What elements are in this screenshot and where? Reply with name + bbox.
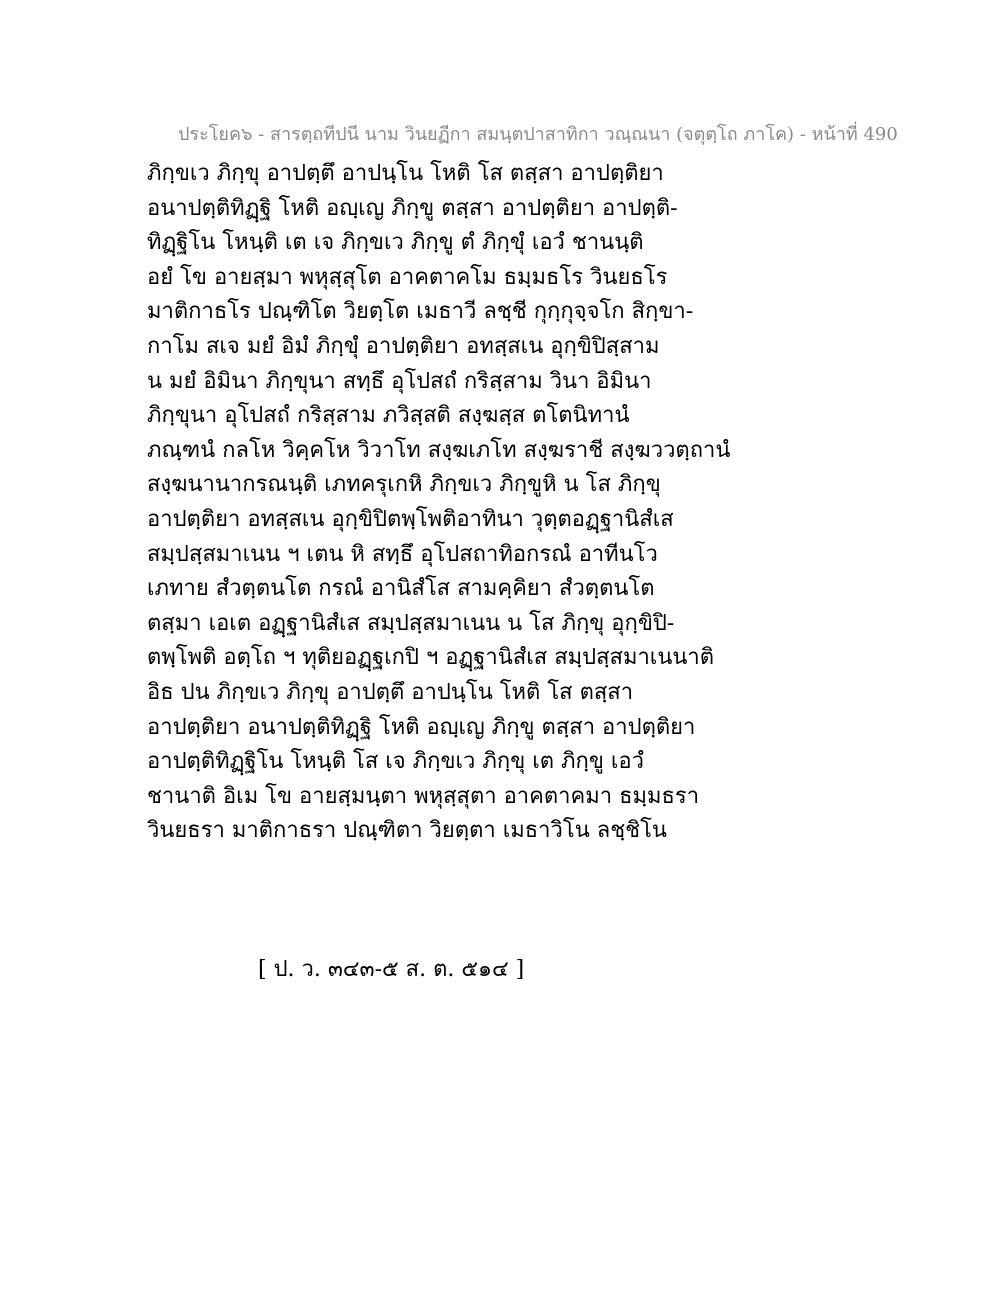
body-text: [147, 157, 731, 849]
text-line: เภทาย สํวตฺตนโต กรณํ อานิสํโส สามคฺคิยา สํวตฺตนโต: [147, 576, 655, 602]
text-line: ตสฺมา เอเต อฏฺฐานิสํเส สมฺปสฺสมาเนน น โส ภิกฺขุ อุกฺขิปิ-: [147, 610, 675, 636]
text-line: อยํ โข อายสฺมา พหุสฺสุโต อาคตาคโม ธมฺมธโร วินยธโร: [147, 264, 668, 290]
text-line: อนาปตฺติทิฏฺฐิ โหติ อญฺเญ ภิกฺขู ตสฺสา อาปตฺติยา อาปตฺติ-: [147, 195, 678, 221]
citation-reference: [ ป. ว. ๓๔๓-๕ ส. ต. ๕๑๔ ]: [258, 957, 525, 982]
text-line: อาปตฺติยา อนาปตฺติทิฏฺฐิ โหติ อญฺเญ ภิกฺขู ตสฺสา อาปตฺติยา: [147, 714, 696, 740]
text-line: น มยํ อิมินา ภิกฺขุนา สทฺธึ อุโปสถํ กริสฺสาม วินา อิมินา: [147, 368, 652, 394]
text-line: สมฺปสฺสมาเนน ฯ เตน หิ สทฺธึ อุโปสถาทิอกรณํ อาทีนโว: [147, 541, 658, 567]
text-line: อาปตฺติทิฏฺฐิโน โหนฺติ โส เจ ภิกฺขเว ภิกฺขุ เต ภิกฺขู เอวํ: [147, 749, 644, 775]
text-line: ทิฏฺฐิโน โหนฺติ เต เจ ภิกฺขเว ภิกฺขู ตํ ภิกฺขุํ เอวํ ชานนฺติ: [147, 230, 644, 256]
text-line: อิธ ปน ภิกฺขเว ภิกฺขุ อาปตฺตึ อาปนฺโน โหติ โส ตสฺสา: [147, 679, 634, 705]
text-line: วินยธรา มาติกาธรา ปณฺฑิตา วิยตฺตา เมธาวิโน ลชฺชิโน: [147, 818, 667, 844]
text-line: ภิกฺขุนา อุโปสถํ กริสฺสาม ภวิสฺสติ สงฺฆสฺส ตโตนิทานํ: [147, 403, 630, 429]
text-line: สงฺฆนานากรณนฺติ เภทครุเกหิ ภิกฺขเว ภิกฺขูหิ น โส ภิกฺขุ: [147, 472, 661, 498]
text-line: กาโม สเจ มยํ อิมํ ภิกฺขุํ อาปตฺติยา อทสฺสเน อุกฺขิปิสฺสาม: [147, 333, 660, 359]
text-line: ภณฺฑนํ กลโห วิคฺคโห วิวาโท สงฺฆเภโท สงฺฆราชี สงฺฆววตฺถานํ: [147, 437, 731, 463]
page-header: ประโยค๖ - สารตฺถทีปนี นาม วินยฏีกา สมนฺตปาสาทิกา วณฺณนา (จตุตฺโถ ภาโค) - หน้าที่ 490: [178, 124, 898, 145]
text-line: มาติกาธโร ปณฺฑิโต วิยตฺโต เมธาวี ลชฺชี กุกฺกุจฺจโก สิกฺขา-: [147, 299, 694, 325]
text-line: อาปตฺติยา อทสฺสเน อุกฺขิปิตพฺโพติอาทินา วุตฺตอฏฺฐานิสํเส: [147, 506, 674, 532]
text-line: ชานาติ อิเม โข อายสฺมนฺตา พหุสฺสุตา อาคตาคมา ธมฺมธรา: [147, 783, 700, 809]
text-line: ภิกฺขเว ภิกฺขุ อาปตฺตึ อาปนฺโน โหติ โส ตสฺสา อาปตฺติยา: [147, 161, 664, 186]
text-line: ตพฺโพติ อตฺโถ ฯ ทุติยอฏฺฐเกปิ ฯ อฏฺฐานิสํเส สมฺปสฺสมาเนนาติ: [147, 645, 715, 671]
